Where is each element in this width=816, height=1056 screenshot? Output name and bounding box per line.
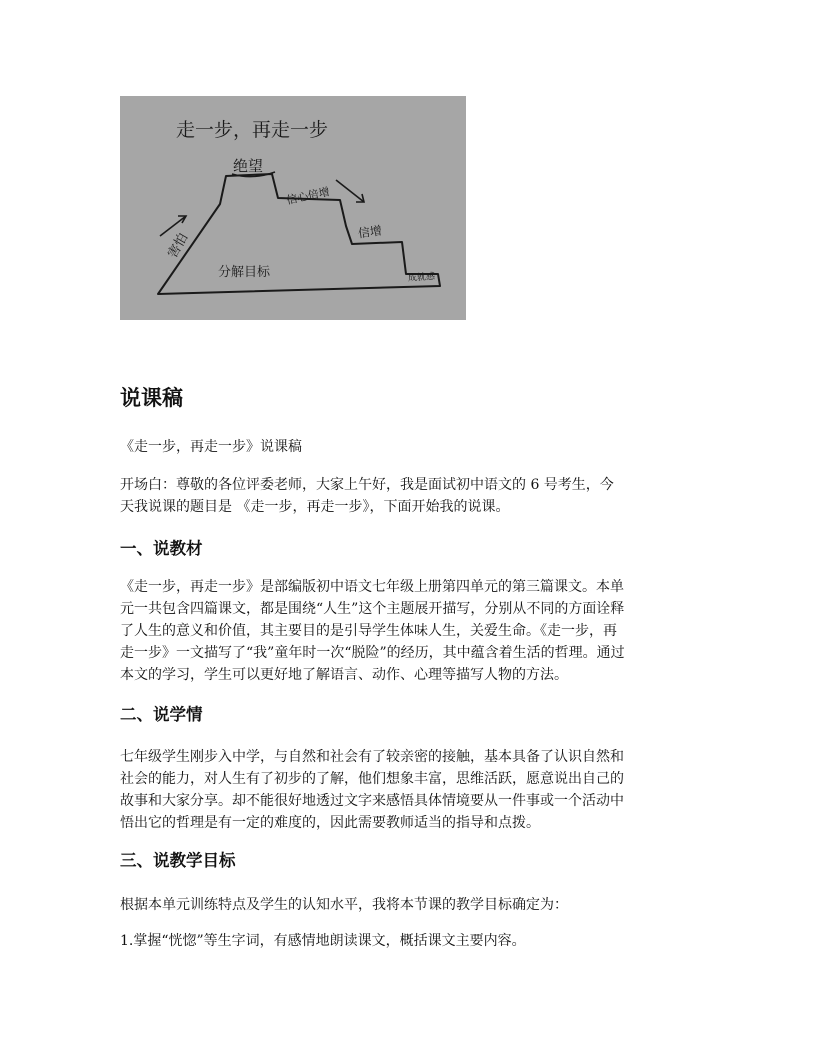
- document-title: 说课稿: [120, 386, 183, 410]
- label-slope: 害怕: [165, 230, 192, 261]
- section-heading-textbook: 一、说教材: [120, 539, 203, 558]
- paragraph-line: 本文的学习，学生可以更好地了解语言、动作、心理等描写人物的方法。: [120, 667, 568, 683]
- paragraph-line: 悟出它的哲理是有一定的难度的，因此需要教师适当的指导和点拨。: [120, 815, 540, 831]
- label-step2: 信增: [357, 223, 383, 241]
- diagram-title: 走一步，再走一步: [176, 119, 329, 141]
- descend-arrow-line: [336, 180, 364, 202]
- opening-paragraph: [120, 474, 696, 518]
- paragraph-line: 元一共包含四篇课文，都是围绕“人生”这个主题展开描写，分别从不同的方面诠释: [120, 601, 625, 617]
- section-paragraph-textbook: [120, 576, 696, 686]
- paragraph-line: 开场白：尊敬的各位评委老师，大家上午好，我是面试初中语文的 6 号考生，今: [120, 477, 614, 493]
- section-heading-goals: 三、说教学目标: [120, 851, 236, 870]
- paragraph-line: 了人生的意义和价值，其主要目的是引导学生体味人生，关爱生命。《走一步，再: [120, 623, 617, 639]
- document-subtitle: 《走一步，再走一步》说课稿: [120, 439, 302, 455]
- paragraph-line: 天我说课的题目是 《走一步，再走一步》，下面开始我的说课。: [120, 499, 510, 515]
- paragraph-line: 《走一步，再走一步》是部编版初中语文七年级上册第四单元的第三篇课文。本单: [120, 579, 624, 595]
- label-base: 分解目标: [218, 265, 271, 280]
- diagram-photo: [120, 96, 466, 320]
- label-step1: 信心倍增: [285, 185, 331, 208]
- paragraph-line: 根据本单元训练特点及学生的认知水平，我将本节课的教学目标确定为：: [120, 897, 568, 913]
- section-paragraph-students: [120, 746, 696, 834]
- paragraph-line: 走一步》一文描写了“我”童年时一次“脱险”的经历，其中蕴含着生活的哲理。通过: [120, 645, 625, 661]
- goal-line: 1.掌握“恍惚”等生字词，有感情地朗读课文，概括课文主要内容。: [120, 933, 526, 949]
- paragraph-line: 社会的能力，对人生有了初步的了解，他们想象丰富，思维活跃，愿意说出自己的: [120, 771, 624, 787]
- diagram-sketch: [120, 96, 466, 320]
- section-paragraph-goals: [120, 894, 696, 916]
- label-peak: 绝望: [233, 157, 264, 175]
- paragraph-line: 故事和大家分享。却不能很好地透过文字来感悟具体情境要从一件事或一个活动中: [120, 793, 624, 809]
- goal-item: [120, 930, 696, 952]
- paragraph-line: 七年级学生刚步入中学，与自然和社会有了较亲密的接触，基本具备了认识自然和: [120, 749, 624, 765]
- label-end: 成就感: [407, 271, 436, 284]
- section-heading-students: 二、说学情: [120, 705, 203, 724]
- climb-arrow-line: [160, 216, 186, 236]
